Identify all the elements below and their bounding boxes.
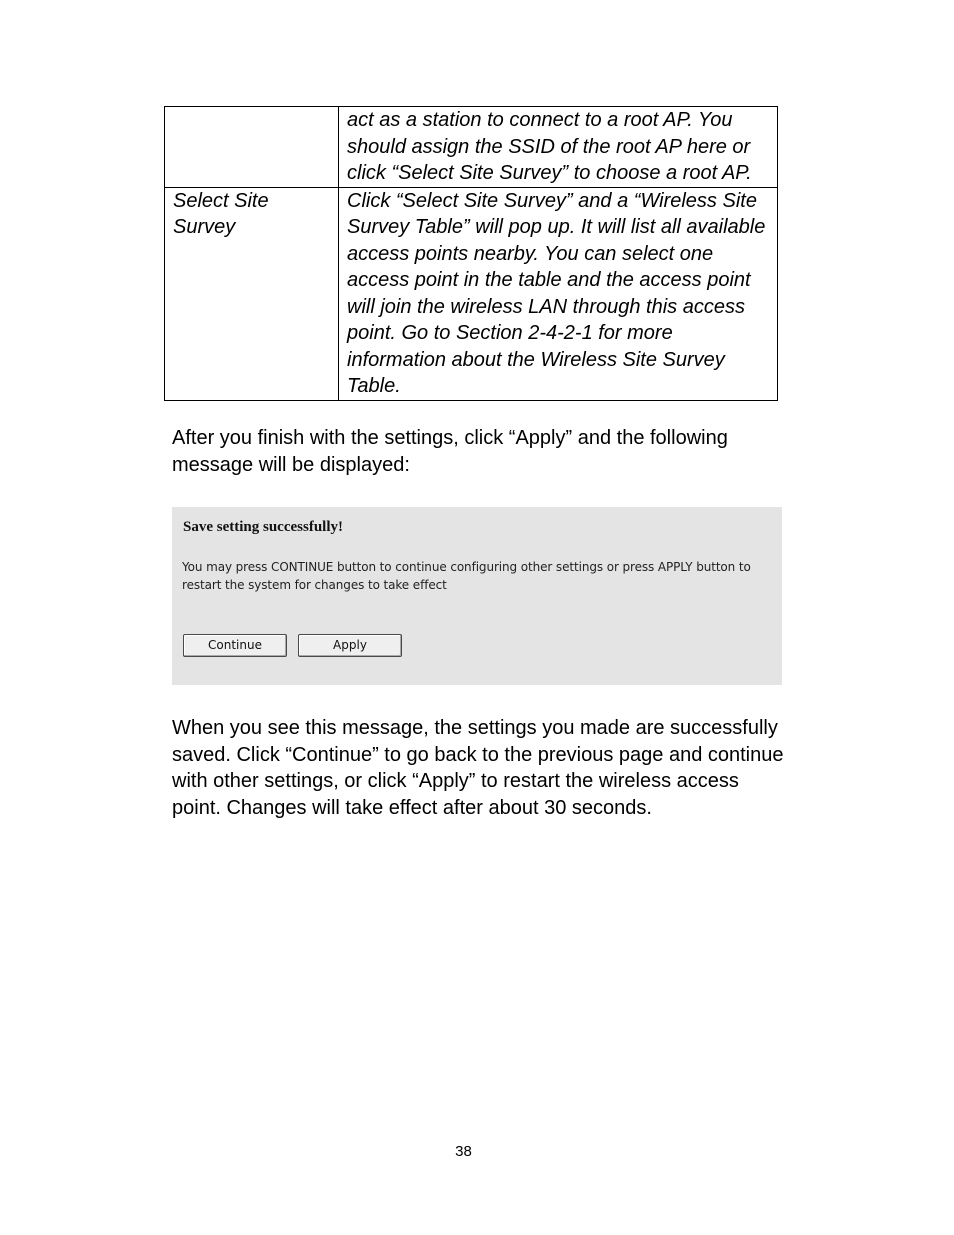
- continue-button[interactable]: Continue: [183, 634, 287, 657]
- page-number: 38: [455, 1143, 472, 1160]
- table-row: [165, 107, 778, 188]
- dialog-button-group: [183, 634, 402, 657]
- closing-paragraph: When you see this message, the settings you made are successfully saved. Click “Continue” to go back to the previous page and continue with other settings, or click “Apply” to restart the wireless access point. Changes will take effect after about 30 seconds.: [172, 717, 784, 819]
- table-row: [165, 187, 778, 400]
- term-cell: [165, 107, 339, 188]
- apply-button[interactable]: Apply: [298, 634, 402, 657]
- description-cell: Click “Select Site Survey” and a “Wireless Site Survey Table” will pop up. It will list all available access points nearby. You can select one access point in the table and the access point will join the wireless LAN through this access point. Go to Section 2-4-2-1 for more information about the Wireless Site Survey Table.: [339, 187, 778, 400]
- dialog-message: You may press CONTINUE button to continue configuring other settings or press APPLY button to restart the system for changes to take effect: [182, 560, 751, 592]
- intro-paragraph: After you finish with the settings, click “Apply” and the following message will be displayed:: [172, 427, 728, 476]
- save-confirmation-screenshot: [172, 507, 782, 685]
- definition-table: [164, 106, 778, 401]
- description-cell: act as a station to connect to a root AP. You should assign the SSID of the root AP here or click “Select Site Survey” to choose a root AP.: [339, 107, 778, 188]
- dialog-title: Save setting successfully!: [183, 519, 343, 535]
- term-cell: Select Site Survey: [165, 187, 339, 400]
